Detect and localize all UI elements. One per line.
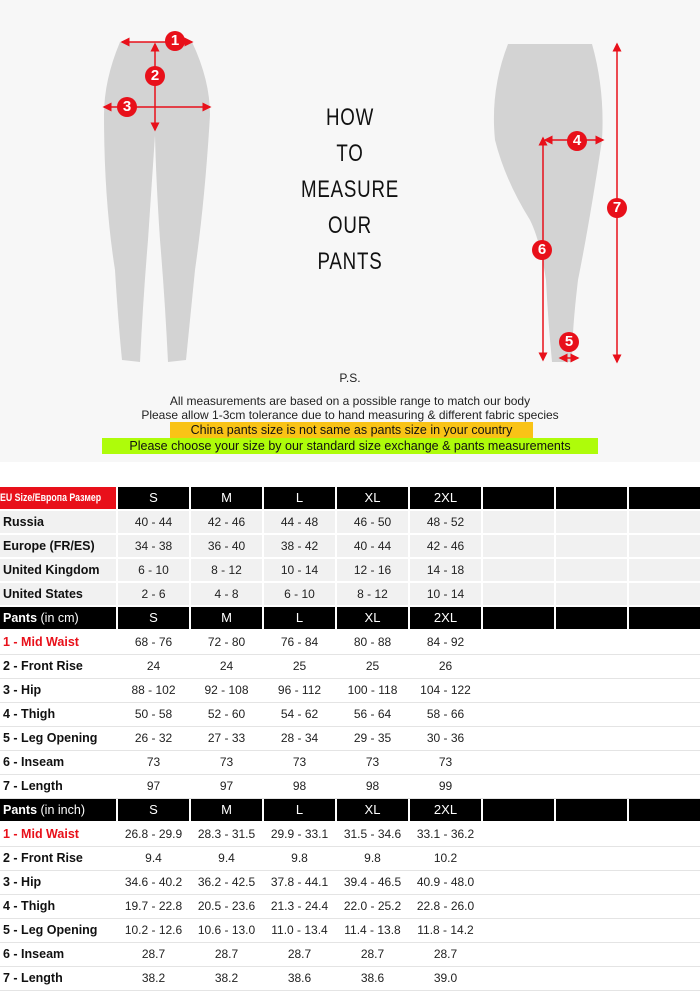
- value-cell: 34 - 38: [118, 535, 189, 557]
- empty-header-cell: [629, 799, 700, 821]
- table-row: [0, 679, 700, 703]
- value-cell: 38.6: [287, 971, 312, 985]
- value-cell: 26.8 - 29.9: [124, 827, 183, 841]
- value-cell: 6 - 10: [264, 583, 335, 605]
- value-cell: 40 - 44: [337, 535, 408, 557]
- value-cell: 9.8: [364, 851, 381, 865]
- header-title: Pants: [3, 611, 38, 625]
- marker-4-icon: 4: [567, 131, 587, 151]
- empty-cell: [629, 823, 700, 846]
- empty-cell: [556, 895, 627, 918]
- size-header-s: S: [118, 487, 189, 509]
- empty-cell: [483, 775, 554, 798]
- empty-cell: [483, 511, 554, 533]
- empty-cell: [629, 535, 700, 557]
- empty-cell: [483, 967, 554, 990]
- empty-cell: [556, 535, 627, 557]
- value-cell: 11.0 - 13.4: [271, 923, 328, 937]
- empty-cell: [629, 559, 700, 581]
- empty-header-cell: [629, 487, 700, 509]
- table-row: [0, 511, 700, 535]
- empty-cell: [556, 703, 627, 726]
- row-label: 7 - Length: [3, 971, 63, 985]
- value-cell: 28.7: [214, 947, 239, 961]
- value-cell: 19.7 - 22.8: [124, 899, 183, 913]
- empty-cell: [483, 679, 554, 702]
- empty-cell: [629, 679, 700, 702]
- value-cell: 29 - 35: [353, 731, 392, 745]
- value-cell: 29.9 - 33.1: [270, 827, 329, 841]
- empty-cell: [483, 871, 554, 894]
- ps-label: P.S.: [339, 371, 361, 385]
- empty-cell: [556, 679, 627, 702]
- table-row: [0, 535, 700, 559]
- value-cell: 9.8: [291, 851, 308, 865]
- value-cell: 12 - 16: [337, 559, 408, 581]
- header-unit: (in inch): [37, 803, 85, 817]
- value-cell: 10.2 - 12.6: [124, 923, 183, 937]
- row-label: 5 - Leg Opening: [3, 731, 98, 745]
- table-row: [0, 583, 700, 607]
- value-cell: 99: [438, 779, 453, 793]
- table-row: [0, 559, 700, 583]
- row-label: 4 - Thigh: [3, 707, 56, 721]
- size-header-2xl: 2XL: [410, 799, 481, 821]
- value-cell: 58 - 66: [426, 707, 465, 721]
- value-cell: 11.4 - 13.8: [344, 923, 401, 937]
- value-cell: 26 - 32: [134, 731, 173, 745]
- table-row: [0, 871, 700, 895]
- title-line: HOW: [325, 104, 375, 131]
- table-row: [0, 847, 700, 871]
- marker-3-icon: 3: [117, 97, 137, 117]
- table-header-row: [0, 487, 700, 511]
- size-header-s: S: [118, 799, 189, 821]
- size-header-xl: XL: [337, 607, 408, 629]
- empty-cell: [483, 823, 554, 846]
- empty-cell: [483, 631, 554, 654]
- table-row: [0, 631, 700, 655]
- size-header-l: L: [264, 799, 335, 821]
- value-cell: 73: [219, 755, 234, 769]
- value-cell: 33.1 - 36.2: [416, 827, 475, 841]
- note-line-2: Please allow 1-3cm tolerance due to hand measuring & different fabric species: [141, 408, 559, 422]
- empty-cell: [629, 943, 700, 966]
- empty-header-cell: [556, 487, 627, 509]
- value-cell: 2 - 6: [118, 583, 189, 605]
- empty-cell: [483, 559, 554, 581]
- value-cell: 25: [365, 659, 380, 673]
- section-header-label: [0, 607, 116, 629]
- section-header-label: [0, 799, 116, 821]
- value-cell: 24: [146, 659, 161, 673]
- table-row: [0, 943, 700, 967]
- value-cell: 38 - 42: [264, 535, 335, 557]
- title-line: TO: [336, 140, 364, 167]
- value-cell: 24: [219, 659, 234, 673]
- value-cell: 44 - 48: [264, 511, 335, 533]
- empty-cell: [556, 631, 627, 654]
- row-label: 4 - Thigh: [3, 899, 56, 913]
- value-cell: 14 - 18: [410, 559, 481, 581]
- value-cell: 11.8 - 14.2: [417, 923, 474, 937]
- value-cell: 40 - 44: [118, 511, 189, 533]
- choose-size-note: Please choose your size by our standard size exchange & pants measurements: [102, 438, 598, 454]
- value-cell: 56 - 64: [353, 707, 392, 721]
- value-cell: 48 - 52: [410, 511, 481, 533]
- header-unit: (in cm): [37, 611, 79, 625]
- empty-cell: [556, 967, 627, 990]
- empty-cell: [556, 943, 627, 966]
- empty-cell: [483, 655, 554, 678]
- value-cell: 40.9 - 48.0: [416, 875, 475, 889]
- table-header-row: [0, 799, 700, 823]
- row-label: 6 - Inseam: [3, 755, 65, 769]
- value-cell: 100 - 118: [347, 683, 398, 697]
- marker-5-icon: 5: [559, 332, 579, 352]
- empty-cell: [629, 847, 700, 870]
- value-cell: 22.8 - 26.0: [416, 899, 475, 913]
- value-cell: 22.0 - 25.2: [343, 899, 402, 913]
- empty-header-cell: [556, 607, 627, 629]
- value-cell: 73: [365, 755, 380, 769]
- empty-header-cell: [556, 799, 627, 821]
- value-cell: 9.4: [145, 851, 162, 865]
- value-cell: 73: [438, 755, 453, 769]
- value-cell: 39.0: [433, 971, 458, 985]
- note-line-1: All measurements are based on a possible range to match our body: [169, 394, 531, 408]
- china-size-warning: China pants size is not same as pants size in your country: [170, 422, 533, 438]
- empty-cell: [556, 823, 627, 846]
- value-cell: 92 - 108: [204, 683, 249, 697]
- table-row: [0, 727, 700, 751]
- empty-cell: [483, 919, 554, 942]
- value-cell: 10.2: [433, 851, 458, 865]
- empty-cell: [629, 703, 700, 726]
- value-cell: 10 - 14: [264, 559, 335, 581]
- size-header-xl: XL: [337, 799, 408, 821]
- value-cell: 73: [292, 755, 307, 769]
- value-cell: 36 - 40: [191, 535, 262, 557]
- marker-7-icon: 7: [607, 198, 627, 218]
- value-cell: 36.2 - 42.5: [197, 875, 256, 889]
- row-label: 1 - Mid Waist: [3, 827, 79, 841]
- value-cell: 4 - 8: [191, 583, 262, 605]
- value-cell: 10.6 - 13.0: [197, 923, 256, 937]
- header-title: Pants: [3, 803, 38, 817]
- value-cell: 28.7: [141, 947, 166, 961]
- table-row: [0, 775, 700, 799]
- row-label: 3 - Hip: [3, 875, 42, 889]
- title-line: MEASURE: [300, 176, 400, 203]
- row-label: United States: [0, 583, 116, 605]
- row-label: 6 - Inseam: [3, 947, 65, 961]
- row-label: 2 - Front Rise: [3, 851, 83, 865]
- value-cell: 97: [146, 779, 161, 793]
- empty-cell: [629, 895, 700, 918]
- empty-cell: [629, 751, 700, 774]
- value-cell: 38.2: [214, 971, 239, 985]
- measurement-illustration: [0, 0, 700, 462]
- value-cell: 84 - 92: [426, 635, 465, 649]
- marker-2-icon: 2: [145, 66, 165, 86]
- size-header-2xl: 2XL: [410, 487, 481, 509]
- marker-1-icon: 1: [165, 31, 185, 51]
- table-row: [0, 655, 700, 679]
- empty-cell: [483, 847, 554, 870]
- empty-cell: [556, 751, 627, 774]
- table-row: [0, 967, 700, 991]
- value-cell: 97: [219, 779, 234, 793]
- empty-cell: [556, 871, 627, 894]
- empty-header-cell: [483, 487, 554, 509]
- empty-cell: [629, 919, 700, 942]
- table-row: [0, 919, 700, 943]
- value-cell: 30 - 36: [426, 731, 465, 745]
- empty-cell: [556, 847, 627, 870]
- size-header-2xl: 2XL: [410, 607, 481, 629]
- section-header-label: [0, 487, 116, 509]
- row-label: United Kingdom: [0, 559, 116, 581]
- value-cell: 8 - 12: [191, 559, 262, 581]
- marker-6-icon: 6: [532, 240, 552, 260]
- value-cell: 20.5 - 23.6: [197, 899, 256, 913]
- empty-cell: [629, 655, 700, 678]
- empty-cell: [629, 871, 700, 894]
- empty-cell: [483, 703, 554, 726]
- value-cell: 28 - 34: [280, 731, 319, 745]
- size-header-m: M: [191, 607, 262, 629]
- value-cell: 98: [365, 779, 380, 793]
- row-label: Europe (FR/ES): [0, 535, 116, 557]
- value-cell: 28.3 - 31.5: [197, 827, 256, 841]
- value-cell: 98: [292, 779, 307, 793]
- size-header-s: S: [118, 607, 189, 629]
- value-cell: 21.3 - 24.4: [270, 899, 329, 913]
- section-header-label: EU Size/Европа Размер: [0, 492, 102, 504]
- table-row: [0, 895, 700, 919]
- row-label: 7 - Length: [3, 779, 63, 793]
- empty-cell: [629, 775, 700, 798]
- value-cell: 28.7: [433, 947, 458, 961]
- size-header-xl: XL: [337, 487, 408, 509]
- row-label: 5 - Leg Opening: [3, 923, 98, 937]
- value-cell: 88 - 102: [131, 683, 176, 697]
- empty-cell: [556, 775, 627, 798]
- title-line: OUR: [328, 212, 372, 239]
- value-cell: 9.4: [218, 851, 235, 865]
- value-cell: 54 - 62: [280, 707, 319, 721]
- value-cell: 42 - 46: [410, 535, 481, 557]
- value-cell: 50 - 58: [134, 707, 173, 721]
- value-cell: 28.7: [287, 947, 312, 961]
- size-header-m: M: [191, 487, 262, 509]
- value-cell: 34.6 - 40.2: [124, 875, 183, 889]
- size-header-m: M: [191, 799, 262, 821]
- value-cell: 37.8 - 44.1: [270, 875, 329, 889]
- value-cell: 39.4 - 46.5: [343, 875, 402, 889]
- value-cell: 46 - 50: [337, 511, 408, 533]
- value-cell: 6 - 10: [118, 559, 189, 581]
- empty-cell: [483, 943, 554, 966]
- empty-cell: [483, 583, 554, 605]
- row-label: Russia: [0, 511, 116, 533]
- empty-cell: [556, 511, 627, 533]
- table-row: [0, 823, 700, 847]
- value-cell: 27 - 33: [207, 731, 246, 745]
- empty-header-cell: [629, 607, 700, 629]
- front-pants-figure: [104, 42, 210, 362]
- size-header-l: L: [264, 487, 335, 509]
- empty-cell: [556, 919, 627, 942]
- side-pants-figure: [494, 44, 603, 362]
- table-row: [0, 703, 700, 727]
- value-cell: 73: [146, 755, 161, 769]
- value-cell: 80 - 88: [353, 635, 392, 649]
- table-row: [0, 751, 700, 775]
- empty-header-cell: [483, 607, 554, 629]
- row-label: 2 - Front Rise: [3, 659, 83, 673]
- table-header-row: [0, 607, 700, 631]
- value-cell: 104 - 122: [420, 683, 471, 697]
- value-cell: 8 - 12: [337, 583, 408, 605]
- empty-cell: [629, 631, 700, 654]
- empty-cell: [483, 751, 554, 774]
- value-cell: 38.6: [360, 971, 385, 985]
- empty-cell: [629, 967, 700, 990]
- empty-cell: [556, 559, 627, 581]
- empty-cell: [483, 535, 554, 557]
- value-cell: 42 - 46: [191, 511, 262, 533]
- value-cell: 10 - 14: [410, 583, 481, 605]
- value-cell: 68 - 76: [134, 635, 173, 649]
- row-label: 1 - Mid Waist: [3, 635, 79, 649]
- value-cell: 28.7: [360, 947, 385, 961]
- value-cell: 38.2: [141, 971, 166, 985]
- value-cell: 31.5 - 34.6: [343, 827, 402, 841]
- row-label: 3 - Hip: [3, 683, 42, 697]
- empty-cell: [483, 895, 554, 918]
- empty-cell: [556, 583, 627, 605]
- empty-cell: [629, 727, 700, 750]
- how-to-measure-title: [288, 100, 413, 280]
- empty-cell: [483, 727, 554, 750]
- empty-header-cell: [483, 799, 554, 821]
- value-cell: 26: [438, 659, 453, 673]
- empty-cell: [629, 583, 700, 605]
- value-cell: 76 - 84: [280, 635, 319, 649]
- empty-cell: [556, 727, 627, 750]
- empty-cell: [629, 511, 700, 533]
- empty-cell: [556, 655, 627, 678]
- value-cell: 25: [292, 659, 307, 673]
- value-cell: 72 - 80: [207, 635, 246, 649]
- title-line: PANTS: [317, 248, 383, 275]
- size-header-l: L: [264, 607, 335, 629]
- value-cell: 52 - 60: [207, 707, 246, 721]
- value-cell: 96 - 112: [277, 683, 322, 697]
- size-chart-table: [0, 487, 700, 991]
